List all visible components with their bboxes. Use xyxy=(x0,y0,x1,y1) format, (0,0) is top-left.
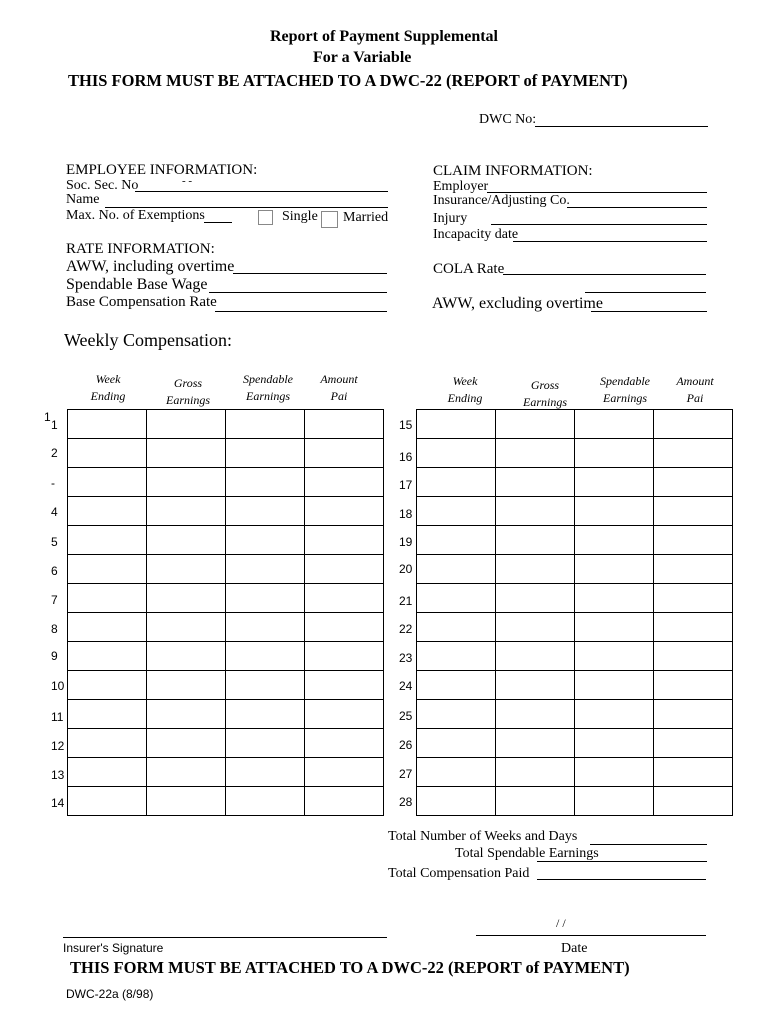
table-row xyxy=(417,671,733,700)
table-cell[interactable] xyxy=(226,555,305,584)
table-cell[interactable] xyxy=(654,468,733,497)
table-cell[interactable] xyxy=(305,671,384,700)
table-cell[interactable] xyxy=(147,526,226,555)
table-row xyxy=(68,758,384,787)
table-cell[interactable] xyxy=(654,671,733,700)
table-cell[interactable] xyxy=(147,497,226,526)
table-row xyxy=(68,671,384,700)
base-comp-label: Base Compensation Rate xyxy=(66,294,217,310)
table-cell[interactable] xyxy=(496,758,575,787)
table-cell[interactable] xyxy=(654,410,733,439)
table-cell[interactable] xyxy=(417,410,496,439)
table-cell[interactable] xyxy=(68,439,147,468)
table-cell[interactable] xyxy=(305,410,384,439)
row-number: 21 xyxy=(399,594,413,608)
table-cell[interactable] xyxy=(147,758,226,787)
total-comp-label: Total Compensation Paid xyxy=(388,866,530,881)
table-cell[interactable] xyxy=(68,613,147,642)
row-number: 20 xyxy=(399,562,413,576)
table-cell[interactable] xyxy=(147,700,226,729)
table-cell[interactable] xyxy=(417,671,496,700)
table-cell[interactable] xyxy=(305,758,384,787)
table-cell[interactable] xyxy=(305,497,384,526)
table-cell[interactable] xyxy=(496,526,575,555)
table-row xyxy=(68,497,384,526)
table-row xyxy=(417,410,733,439)
cola-extra-line[interactable] xyxy=(585,292,706,293)
table-row xyxy=(417,613,733,642)
table-cell[interactable] xyxy=(226,439,305,468)
table-cell[interactable] xyxy=(654,729,733,758)
employee-info-heading: EMPLOYEE INFORMATION: xyxy=(66,162,258,178)
table-cell[interactable] xyxy=(417,526,496,555)
table-row xyxy=(68,642,384,671)
table-cell[interactable] xyxy=(654,584,733,613)
table-cell[interactable] xyxy=(496,439,575,468)
table-cell[interactable] xyxy=(654,700,733,729)
header-banner: THIS FORM MUST BE ATTACHED TO A DWC-22 (REPORT of PAYMENT) xyxy=(68,71,628,90)
table-cell[interactable] xyxy=(417,613,496,642)
date-slashes: / / xyxy=(556,916,566,930)
table-cell[interactable] xyxy=(305,555,384,584)
table-cell[interactable] xyxy=(654,526,733,555)
table-cell[interactable] xyxy=(417,642,496,671)
table-cell[interactable] xyxy=(417,439,496,468)
table-cell[interactable] xyxy=(496,671,575,700)
row-number: - xyxy=(51,476,55,490)
injury-label: Injury xyxy=(433,211,468,226)
table-row xyxy=(417,787,733,816)
table-cell[interactable] xyxy=(226,613,305,642)
table-cell[interactable] xyxy=(226,497,305,526)
row-number: 12 xyxy=(51,739,65,753)
table-row xyxy=(68,787,384,816)
table-cell[interactable] xyxy=(68,642,147,671)
table-cell[interactable] xyxy=(417,700,496,729)
table-cell[interactable] xyxy=(496,642,575,671)
table-cell[interactable] xyxy=(575,439,654,468)
table-cell[interactable] xyxy=(226,410,305,439)
table-cell[interactable] xyxy=(575,410,654,439)
table-cell[interactable] xyxy=(68,410,147,439)
table-cell[interactable] xyxy=(496,613,575,642)
table-cell[interactable] xyxy=(417,584,496,613)
exemptions-field[interactable] xyxy=(204,222,232,223)
row-number: 22 xyxy=(399,622,413,636)
table-cell[interactable] xyxy=(68,584,147,613)
employer-label: Employer xyxy=(433,179,489,194)
table-cell[interactable] xyxy=(417,497,496,526)
table-cell[interactable] xyxy=(575,468,654,497)
table-cell[interactable] xyxy=(68,729,147,758)
row-number: 7 xyxy=(51,593,58,607)
row-number: 17 xyxy=(399,478,413,492)
table-cell[interactable] xyxy=(147,410,226,439)
table-cell[interactable] xyxy=(654,642,733,671)
footer-banner: THIS FORM MUST BE ATTACHED TO A DWC-22 (REPORT of PAYMENT) xyxy=(70,958,630,977)
table-cell[interactable] xyxy=(575,729,654,758)
table-row xyxy=(68,526,384,555)
form-subtitle: For a Variable xyxy=(313,49,412,66)
table-cell[interactable] xyxy=(496,787,575,816)
table-row xyxy=(417,555,733,584)
base-comp-field[interactable] xyxy=(215,311,387,312)
weekly-comp-label: Weekly Compensation: xyxy=(64,330,233,350)
col-amount-paid: Amount Pai xyxy=(320,372,358,403)
row-number: 19 xyxy=(399,535,413,549)
table-cell[interactable] xyxy=(305,584,384,613)
col-gross-earnings: Gross Earnings xyxy=(165,376,210,407)
col-week-ending-right: Week Ending xyxy=(447,374,483,405)
row-number: 1 xyxy=(51,418,58,432)
table-cell[interactable] xyxy=(575,787,654,816)
claim-info-heading: CLAIM INFORMATION: xyxy=(433,163,593,179)
row-number: 18 xyxy=(399,507,413,521)
table-cell[interactable] xyxy=(575,584,654,613)
injury-field[interactable] xyxy=(491,224,707,225)
table-row xyxy=(417,497,733,526)
ssn-dashes: - - xyxy=(182,175,193,187)
aww-excl-label: AWW, excluding overtime xyxy=(432,295,603,312)
table-cell[interactable] xyxy=(305,468,384,497)
table-cell[interactable] xyxy=(147,642,226,671)
table-cell[interactable] xyxy=(496,468,575,497)
ssn-label: Soc. Sec. No xyxy=(66,178,139,193)
row-number: 26 xyxy=(399,738,413,752)
col-gross-earnings-right: Gross Earnings xyxy=(522,378,567,409)
table-cell[interactable] xyxy=(147,787,226,816)
table-cell[interactable] xyxy=(575,555,654,584)
row-number: 28 xyxy=(399,795,413,809)
table-cell[interactable] xyxy=(147,613,226,642)
row-number: 5 xyxy=(51,535,58,549)
col-amount-paid-right: Amount Pai xyxy=(676,374,714,405)
single-checkbox[interactable] xyxy=(258,210,273,225)
aww-excl-field[interactable] xyxy=(591,311,707,312)
table-row xyxy=(68,584,384,613)
table-row xyxy=(417,439,733,468)
table-cell[interactable] xyxy=(305,642,384,671)
table-cell[interactable] xyxy=(654,497,733,526)
table-cell[interactable] xyxy=(654,555,733,584)
table-cell[interactable] xyxy=(496,729,575,758)
row-number: 10 xyxy=(51,679,65,693)
weeks-table-right xyxy=(416,409,733,816)
table-cell[interactable] xyxy=(68,497,147,526)
table-cell[interactable] xyxy=(417,729,496,758)
table-cell[interactable] xyxy=(575,526,654,555)
cola-field[interactable] xyxy=(503,274,706,275)
table-cell[interactable] xyxy=(496,497,575,526)
dwc-no-label: DWC No: xyxy=(479,112,537,127)
total-spendable-field[interactable] xyxy=(537,861,707,862)
row-number: 8 xyxy=(51,622,58,636)
spendable-base-field[interactable] xyxy=(209,292,387,293)
table-cell[interactable] xyxy=(68,468,147,497)
date-label: Date xyxy=(561,941,588,956)
table-cell[interactable] xyxy=(226,584,305,613)
total-weeks-label: Total Number of Weeks and Days xyxy=(388,829,578,844)
row-number: 15 xyxy=(399,418,413,432)
table-cell[interactable] xyxy=(305,700,384,729)
table-cell[interactable] xyxy=(147,468,226,497)
cola-label: COLA Rate xyxy=(433,261,505,277)
row-number: 13 xyxy=(51,768,65,782)
table-cell[interactable] xyxy=(417,555,496,584)
exemptions-label: Max. No. of Exemptions xyxy=(66,208,205,223)
table-cell[interactable] xyxy=(654,613,733,642)
table-cell[interactable] xyxy=(226,700,305,729)
table-cell[interactable] xyxy=(226,758,305,787)
table-cell[interactable] xyxy=(575,497,654,526)
table-cell[interactable] xyxy=(68,555,147,584)
table-cell[interactable] xyxy=(68,700,147,729)
table-cell[interactable] xyxy=(654,758,733,787)
table-cell[interactable] xyxy=(575,758,654,787)
table-row xyxy=(68,468,384,497)
table-cell[interactable] xyxy=(147,671,226,700)
table-cell[interactable] xyxy=(305,439,384,468)
total-comp-field[interactable] xyxy=(537,879,706,880)
col-spendable-earnings: Spendable Earnings xyxy=(243,372,293,403)
table-cell[interactable] xyxy=(226,642,305,671)
ssn-field[interactable] xyxy=(135,191,388,192)
table-cell[interactable] xyxy=(226,787,305,816)
table-cell[interactable] xyxy=(575,642,654,671)
table-cell[interactable] xyxy=(417,758,496,787)
total-weeks-field[interactable] xyxy=(590,844,707,845)
rate-info-heading: RATE INFORMATION: xyxy=(66,241,215,257)
spendable-base-label: Spendable Base Wage xyxy=(66,276,208,293)
table-row xyxy=(417,468,733,497)
table-cell[interactable] xyxy=(226,468,305,497)
table-cell[interactable] xyxy=(305,526,384,555)
table-cell[interactable] xyxy=(147,584,226,613)
table-cell[interactable] xyxy=(226,671,305,700)
table-cell[interactable] xyxy=(147,729,226,758)
table-cell[interactable] xyxy=(68,758,147,787)
table-row xyxy=(417,642,733,671)
row-number: 2 xyxy=(51,446,58,460)
table-cell[interactable] xyxy=(305,787,384,816)
table-cell[interactable] xyxy=(575,700,654,729)
table-cell[interactable] xyxy=(496,410,575,439)
table-cell[interactable] xyxy=(496,700,575,729)
form-title: Report of Payment Supplemental xyxy=(270,28,498,45)
name-label: Name xyxy=(66,192,100,207)
insurance-field[interactable] xyxy=(567,207,707,208)
table-cell[interactable] xyxy=(305,729,384,758)
aww-incl-field[interactable] xyxy=(233,273,387,274)
insurer-signature-label: Insurer's Signature xyxy=(63,941,164,955)
table-row xyxy=(68,613,384,642)
table-cell[interactable] xyxy=(417,468,496,497)
incapacity-field[interactable] xyxy=(513,241,707,242)
insurer-signature-field[interactable] xyxy=(63,937,387,938)
col-spendable-earnings-right: Spendable Earnings xyxy=(600,374,650,405)
row-number: 24 xyxy=(399,679,413,693)
table-row xyxy=(68,439,384,468)
table-row xyxy=(417,526,733,555)
table-row xyxy=(417,758,733,787)
form-code: DWC-22a (8/98) xyxy=(66,987,154,1001)
row-number: 4 xyxy=(51,505,58,519)
table-row xyxy=(68,410,384,439)
table-cell[interactable] xyxy=(575,613,654,642)
incapacity-label: Incapacity date xyxy=(433,227,519,242)
col-week-ending: Week Ending xyxy=(90,372,126,403)
dwc-no-field[interactable] xyxy=(535,126,708,127)
row-number: 11 xyxy=(51,710,64,724)
table-row xyxy=(68,729,384,758)
table-row xyxy=(417,729,733,758)
table-cell[interactable] xyxy=(147,439,226,468)
table-cell[interactable] xyxy=(575,671,654,700)
table-cell[interactable] xyxy=(496,555,575,584)
table-cell[interactable] xyxy=(147,555,226,584)
date-field[interactable] xyxy=(476,935,706,936)
married-checkbox[interactable] xyxy=(321,211,338,228)
table-cell[interactable] xyxy=(68,526,147,555)
table-cell[interactable] xyxy=(68,787,147,816)
insurance-label: Insurance/Adjusting Co. xyxy=(433,193,570,208)
table-cell[interactable] xyxy=(654,787,733,816)
stray-mark: 1 xyxy=(44,410,51,424)
row-number: 23 xyxy=(399,651,413,665)
row-number: 9 xyxy=(51,649,58,663)
weeks-table-left xyxy=(67,409,384,816)
row-number: 6 xyxy=(51,564,58,578)
table-cell[interactable] xyxy=(226,729,305,758)
row-number: 14 xyxy=(51,796,65,810)
row-number: 25 xyxy=(399,709,413,723)
table-cell[interactable] xyxy=(68,671,147,700)
table-row xyxy=(68,555,384,584)
table-cell[interactable] xyxy=(654,439,733,468)
row-number: 16 xyxy=(399,450,413,464)
row-number: 27 xyxy=(399,767,413,781)
table-cell[interactable] xyxy=(496,584,575,613)
aww-incl-label: AWW, including overtime xyxy=(66,258,235,275)
total-spendable-label: Total Spendable Earnings xyxy=(455,846,599,861)
table-cell[interactable] xyxy=(417,787,496,816)
table-row xyxy=(68,700,384,729)
table-cell[interactable] xyxy=(305,613,384,642)
married-label: Married xyxy=(343,210,389,225)
single-label: Single xyxy=(282,209,318,224)
table-cell[interactable] xyxy=(226,526,305,555)
table-row xyxy=(417,584,733,613)
table-row xyxy=(417,700,733,729)
